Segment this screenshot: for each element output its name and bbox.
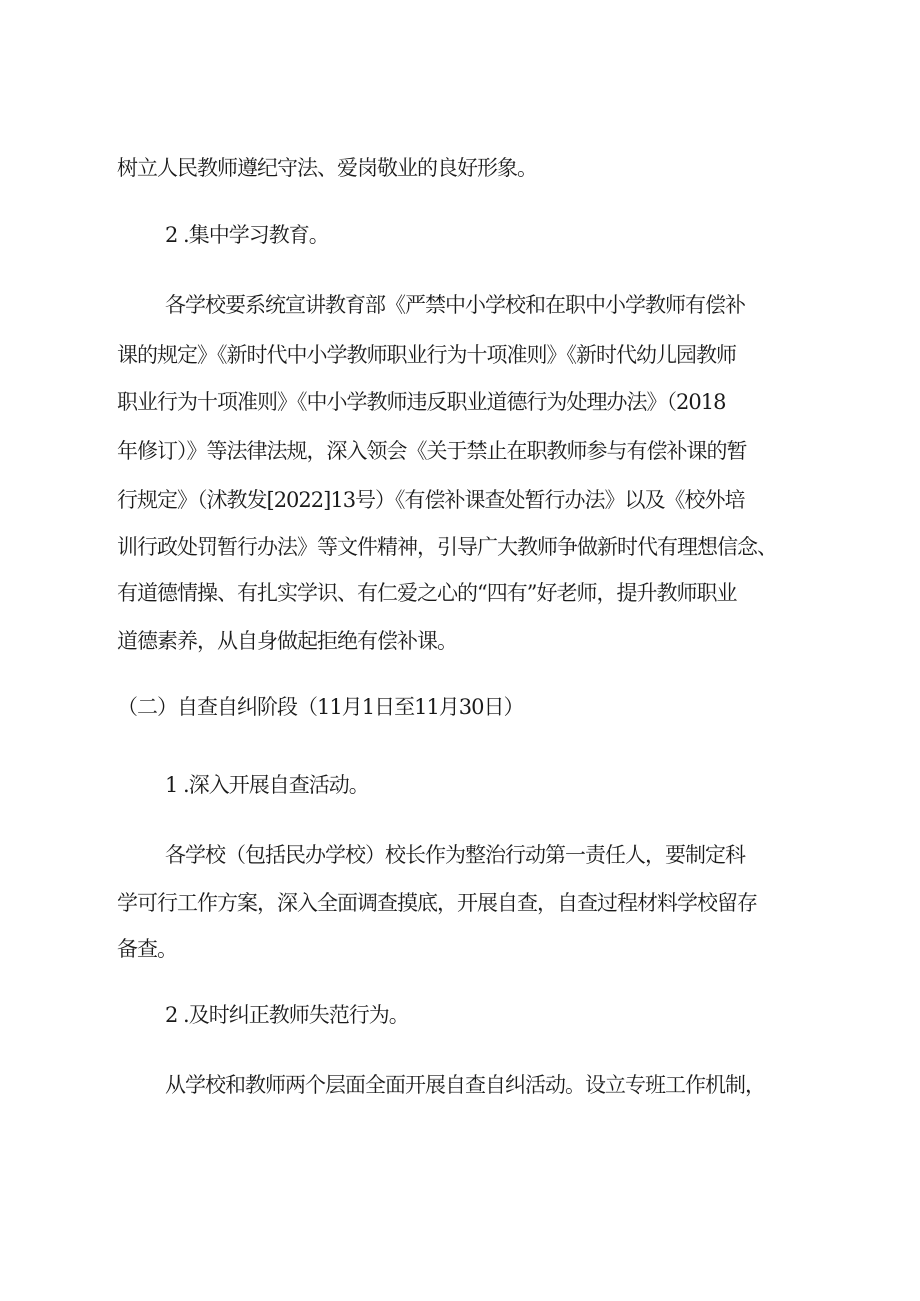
paragraph-line: 有道德情操、有扎实学识、有仁爱之心的“四有”好老师，提升教师职业 <box>117 581 737 605</box>
subheading-correct-misconduct: 2 .及时纠正教师失范行为。 <box>165 1003 409 1027</box>
paragraph-line: 各学校（包括民办学校）校长作为整治行动第一责任人，要制定科 <box>165 843 745 867</box>
paragraph-line: 备查。 <box>117 937 177 961</box>
paragraph-line: 年修订）》等法律法规，深入领会《关于禁止在职教师参与有偿补课的暂 <box>117 439 747 463</box>
section-heading-self-inspection: （二）自查自纠阶段（11月1日至11月30日） <box>117 695 524 719</box>
subheading-centralized-study: 2 .集中学习教育。 <box>165 223 329 247</box>
paragraph-line: 树立人民教师遵纪守法、爱岗敬业的良好形象。 <box>117 156 537 180</box>
subheading-self-inspection-activity: 1 .深入开展自查活动。 <box>165 773 369 797</box>
paragraph-line: 训行政处罚暂行办法》等文件精神，引导广大教师争做新时代有理想信念、 <box>117 535 777 559</box>
paragraph-line: 职业行为十项准则》《中小学教师违反职业道德行为处理办法》（2018 <box>117 390 726 414</box>
paragraph-line: 各学校要系统宣讲教育部《严禁中小学校和在职中小学教师有偿补 <box>165 293 745 317</box>
paragraph-line: 道德素养，从自身做起拒绝有偿补课。 <box>117 629 457 653</box>
paragraph-line: 课的规定》《新时代中小学教师职业行为十项准则》《新时代幼儿园教师 <box>117 343 736 367</box>
paragraph-line: 学可行工作方案，深入全面调查摸底，开展自查，自查过程材料学校留存 <box>117 891 757 915</box>
paragraph-line: 行规定》（沭教发[2022]13号）《有偿补课查处暂行办法》以及《校外培 <box>117 488 745 512</box>
paragraph-line: 从学校和教师两个层面全面开展自查自纠活动。设立专班工作机制， <box>165 1073 765 1097</box>
